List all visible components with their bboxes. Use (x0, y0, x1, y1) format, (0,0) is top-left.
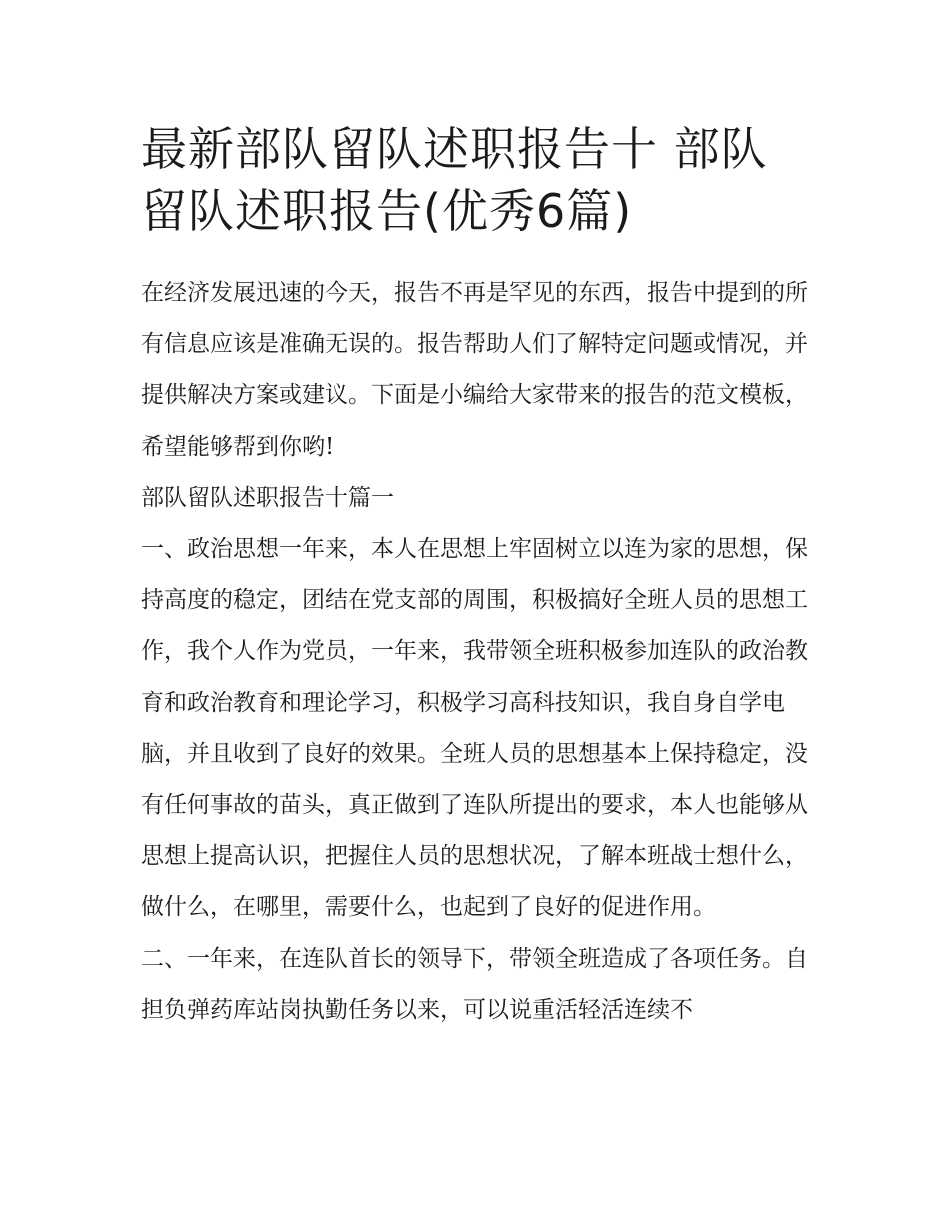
body-paragraph-political: 一、政治思想一年来，本人在思想上牢固树立以连为家的思想，保持高度的稳定，团结在党支部的周围，积极搞好全班人员的思想工作，我个人作为党员，一年来，我带领全班积极参加连队的政治教育和政治教育和理论学习，积极学习高科技知识，我自身自学电脑，并且收到了良好的效果。全班人员的思想基本上保持稳定，没有任何事故的苗头，真正做到了连队所提出的要求，本人也能够从思想上提高认识，把握住人员的思想状况，了解本班战士想什么，做什么，在哪里，需要什么，也起到了良好的促进作用。 (141, 536, 808, 921)
section-heading: 部队留队述职报告十篇一 (141, 484, 394, 511)
document-title (141, 118, 813, 242)
document-title-line-1: 最新部队留队述职报告十 部队 (141, 122, 768, 176)
document-content (141, 118, 813, 1036)
document-title-line-2: 留队述职报告(优秀6篇) (141, 184, 633, 238)
body-paragraph-tasks: 二、一年来，在连队首长的领导下，带领全班造成了各项任务。自担负弹药库站岗执勤任务以来，可以说重活轻活连续不 (141, 945, 808, 1023)
document-body (141, 268, 813, 1036)
intro-paragraph: 在经济发展迅速的今天，报告不再是罕见的东西，报告中提到的所有信息应该是准确无误的。报告帮助人们了解特定问题或情况，并提供解决方案或建议。下面是小编给大家带来的报告的范文模板，希望能够帮到你哟! (141, 280, 808, 460)
